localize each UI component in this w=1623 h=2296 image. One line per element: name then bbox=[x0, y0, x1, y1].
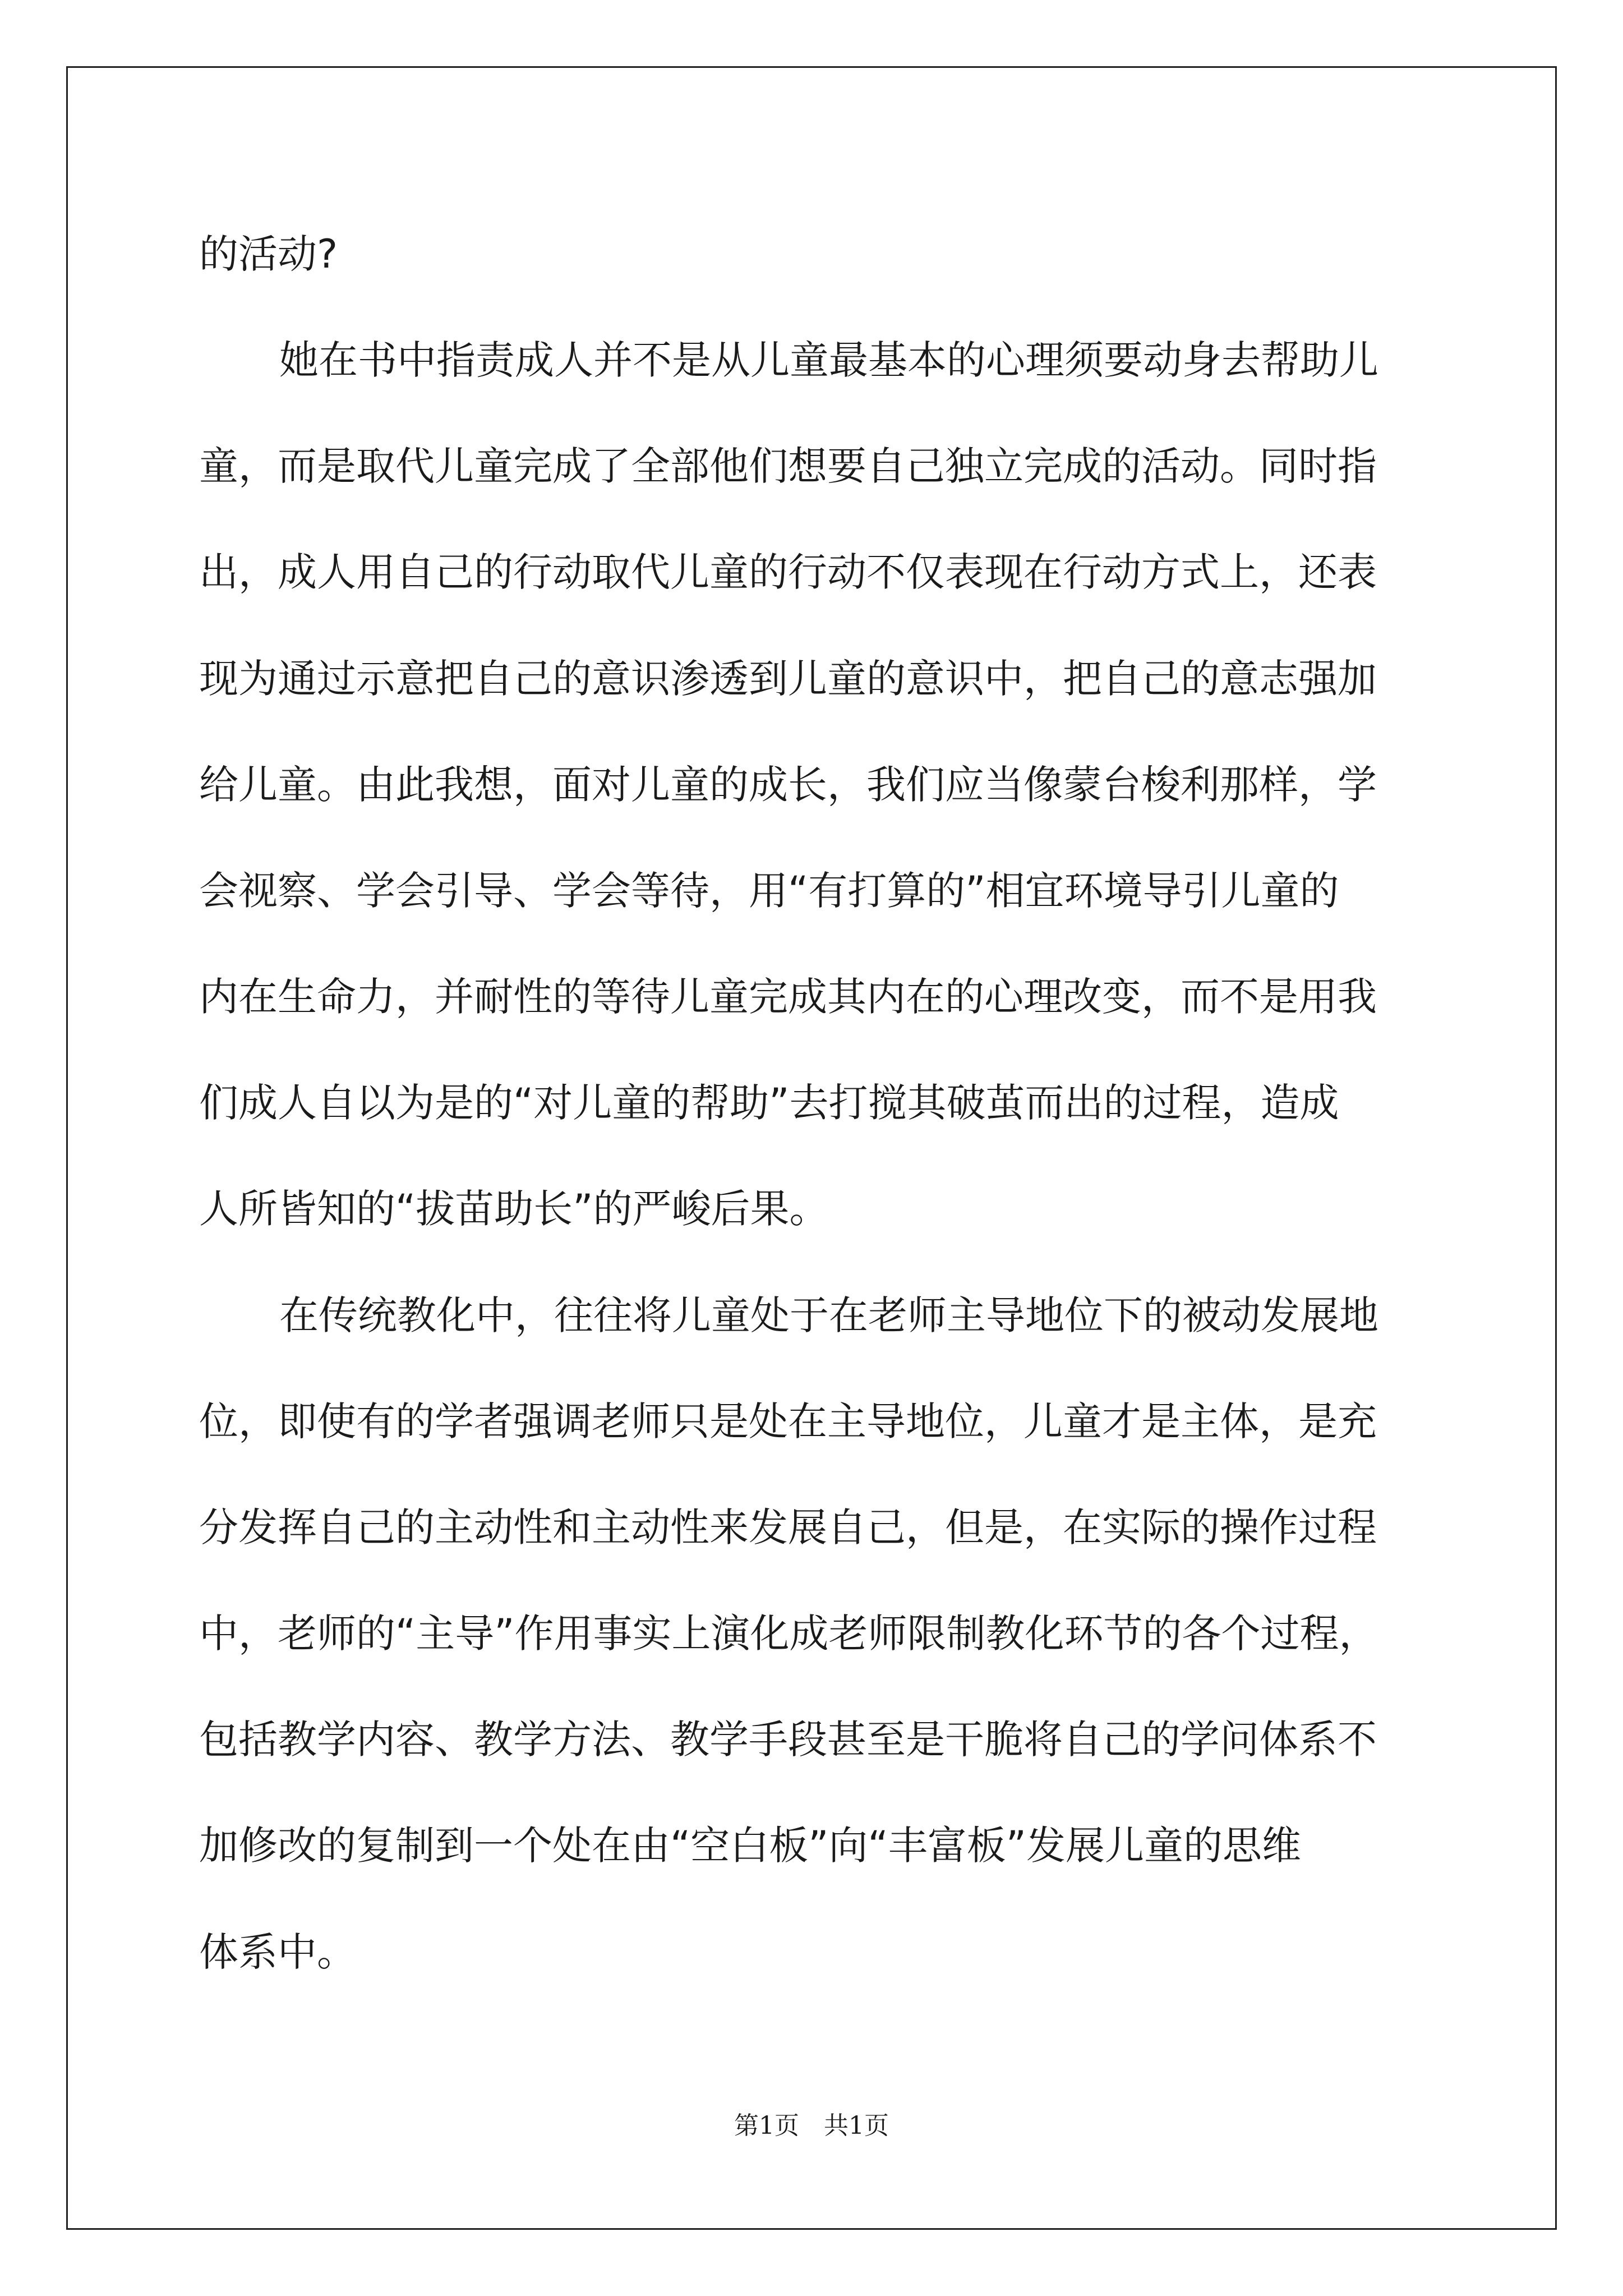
text-line: 位，即使有的学者强调老师只是处在主导地位，儿童才是主体，是充 bbox=[199, 1398, 1377, 1444]
text-line: 在传统教化中，往往将儿童处于在老师主导地位下的被动发展地 bbox=[279, 1292, 1378, 1338]
text-line: 内在生命力，并耐性的等待儿童完成其内在的心理改变，而不是用我 bbox=[199, 974, 1377, 1020]
text-line: 会视察、学会引导、学会等待，用“有打算的”相宜环境导引儿童的 bbox=[199, 868, 1339, 914]
text-line: 体系中。 bbox=[199, 1929, 356, 1975]
page-border bbox=[66, 66, 1557, 2230]
text-line: 分发挥自己的主动性和主动性来发展自己，但是，在实际的操作过程 bbox=[199, 1504, 1377, 1550]
text-line: 们成人自以为是的“对儿童的帮助”去打搅其破茧而出的过程，造成 bbox=[199, 1080, 1339, 1126]
text-line: 中，老师的“主导”作用事实上演化成老师限制教化环节的各个过程， bbox=[199, 1611, 1378, 1657]
text-line: 的活动? bbox=[199, 231, 338, 277]
text-line: 现为通过示意把自己的意识渗透到儿童的意识中，把自己的意志强加 bbox=[199, 656, 1377, 702]
page-footer: 第1页 共1页 bbox=[734, 2111, 889, 2140]
text-line: 童，而是取代儿童完成了全部他们想要自己独立完成的活动。同时指 bbox=[199, 443, 1377, 489]
text-line: 她在书中指责成人并不是从儿童最基本的心理须要动身去帮助儿 bbox=[279, 337, 1378, 383]
text-line: 出，成人用自己的行动取代儿童的行动不仅表现在行动方式上，还表 bbox=[199, 549, 1377, 595]
text-line: 人所皆知的“拔苗助长”的严峻后果。 bbox=[199, 1186, 829, 1232]
text-line: 包括教学内容、教学方法、教学手段甚至是干脆将自己的学问体系不 bbox=[199, 1717, 1377, 1763]
text-line: 加修改的复制到一个处在由“空白板”向“丰富板”发展儿童的思维 bbox=[199, 1823, 1302, 1869]
text-line: 给儿童。由此我想，面对儿童的成长，我们应当像蒙台梭利那样，学 bbox=[199, 762, 1377, 808]
